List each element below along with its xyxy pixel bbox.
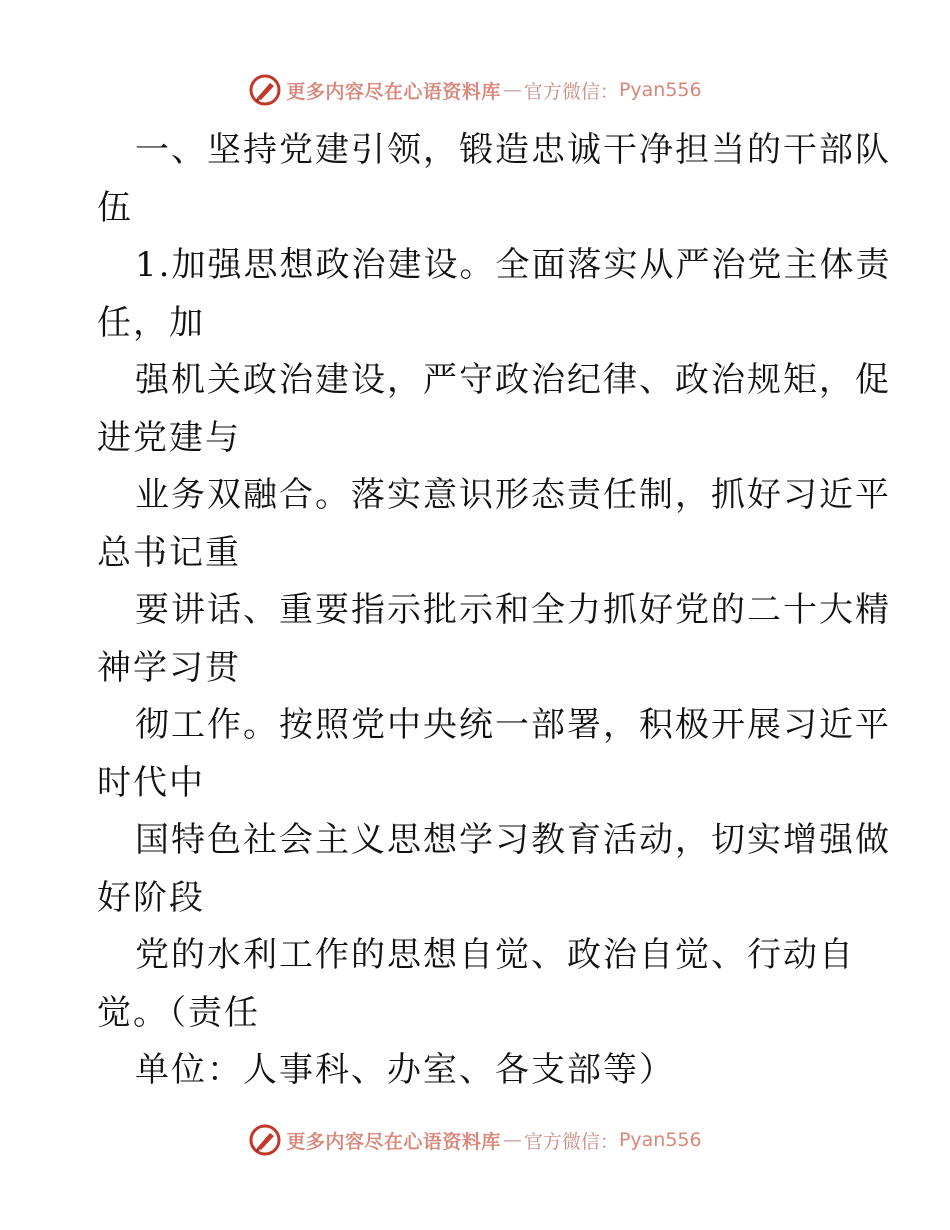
document-body: [97, 122, 892, 1100]
doc-line: 一、坚持党建引领，锻造忠诚干净担当的干部队: [135, 130, 891, 170]
watermark-dash: —: [502, 1129, 522, 1151]
doc-line: 总书记重: [97, 532, 241, 573]
doc-line: 觉。（责任: [97, 992, 260, 1033]
doc-line: 神学习贯: [97, 647, 241, 688]
watermark-dash: —: [502, 79, 522, 101]
doc-line: 好阶段: [97, 877, 205, 918]
doc-line: 强机关政治建设，严守政治纪律、政治规矩，促: [135, 360, 891, 400]
doc-line: 任，加: [97, 302, 205, 343]
doc-line: 国特色社会主义思想学习教育活动，切实增强做: [135, 820, 891, 860]
doc-line: 1.加强思想政治建设。全面落实从严治党主体责: [135, 245, 892, 285]
doc-line: 业务双融合。落实意识形态责任制，抓好习近平: [135, 475, 891, 515]
doc-line: 要讲话、重要指示批示和全力抓好党的二十大精: [135, 590, 891, 630]
doc-line: 时代中: [97, 762, 205, 803]
doc-line: 彻工作。按照党中央统一部署，积极开展习近平: [135, 705, 891, 745]
watermark-wechat-id: Pyan556: [618, 79, 702, 101]
pen-logo-icon: [248, 73, 282, 107]
watermark-wechat-id: Pyan556: [618, 1129, 702, 1151]
watermark-wechat-label: 官方微信：: [523, 80, 619, 103]
pen-logo-icon: [248, 1123, 282, 1157]
watermark-wechat-label: 官方微信：: [523, 1130, 619, 1153]
watermark-site-text: 更多内容尽在心语资料库: [286, 1130, 501, 1153]
doc-line: 党的水利工作的思想自觉、政治自觉、行动自: [135, 935, 855, 975]
watermark-banner-bottom: [0, 1120, 950, 1160]
watermark-banner-top: [0, 70, 950, 110]
doc-line: 伍: [97, 187, 133, 228]
doc-line: 单位：人事科、办室、各支部等）: [135, 1050, 675, 1090]
doc-line: 进党建与: [97, 417, 241, 458]
watermark-site-text: 更多内容尽在心语资料库: [286, 80, 501, 103]
